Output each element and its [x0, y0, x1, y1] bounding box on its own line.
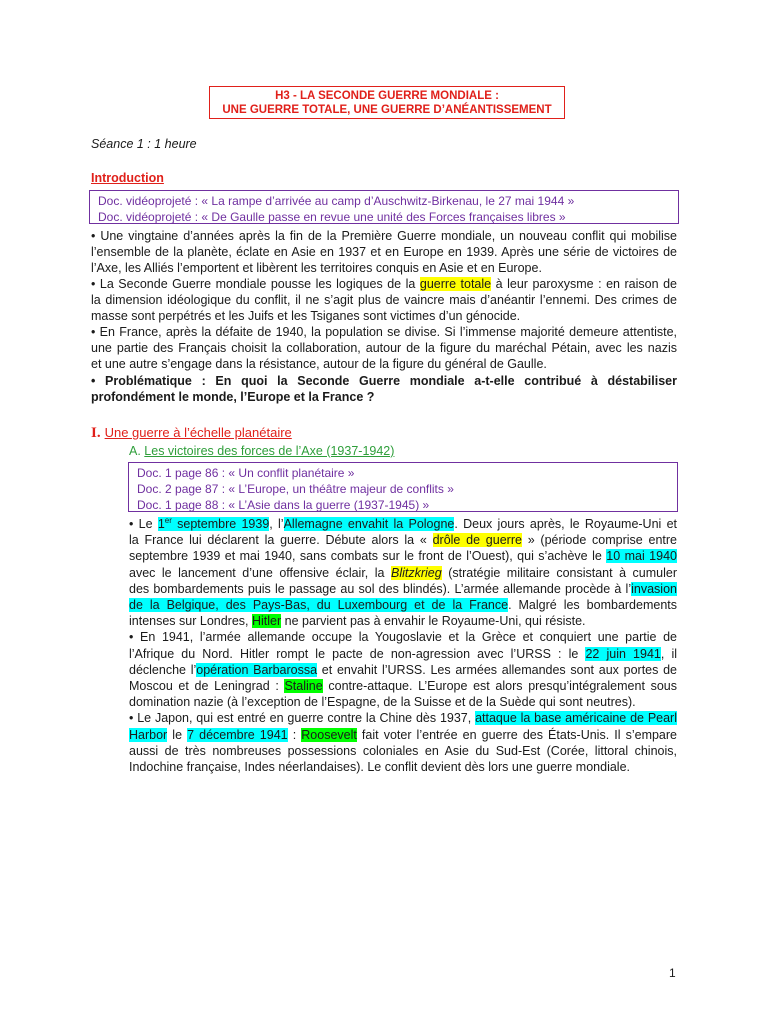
chapter-title-line-2: UNE GUERRE TOTALE, UNE GUERRE D’ANÉANTISSEMENT — [222, 104, 552, 116]
section-a-doc-1: Doc. 1 page 86 : « Un conflit planétaire » — [137, 466, 355, 480]
highlight-harbor: Harbor — [129, 727, 168, 742]
highlight-invasion: invasion — [631, 581, 677, 596]
problematique: • Problématique : En quoi la Seconde Guerre mondiale a-t-elle contribué à déstabiliser profondément le monde, l’Europe et la France ? — [91, 374, 677, 405]
introduction-heading: Introduction — [91, 171, 164, 185]
section-1-numeral: I. — [91, 425, 101, 441]
highlight-hitler: Hitler — [252, 614, 282, 629]
section-a-heading — [129, 444, 394, 458]
chapter-title-line-1: H3 - LA SECONDE GUERRE MONDIALE : — [275, 90, 499, 102]
intro-doc-1: Doc. vidéoprojeté : « La rampe d’arrivée au camp d’Auschwitz-Birkenau, le 27 mai 1944 » — [98, 194, 575, 208]
intro-paragraph-2: • La Seconde Guerre mondiale pousse les logiques de la guerre totale à leur paroxysme : en raison de la dimension idéologique du conflit, il ne s’agit plus de vaincre mais d’anéantir l’ennemi. Des crimes de masse sont perpétrés et les Juifs et les Tsiganes sont victimes d’un génocide. — [91, 277, 677, 324]
highlight-blitzkrieg: Blitzkrieg — [390, 565, 442, 580]
highlight-roosevelt: Roosevelt — [301, 727, 357, 742]
highlight-staline: Staline — [284, 679, 323, 694]
section-a-doc-3: Doc. 1 page 88 : « L’Asie dans la guerre (1937-1945) » — [137, 498, 430, 512]
highlight-date-1-sept-1939: 1er septembre 1939 — [157, 515, 270, 531]
section-a-letter: A. — [129, 444, 141, 458]
highlight-operation-barbarossa: opération Barbarossa — [196, 662, 318, 677]
highlight-invasion-pologne: Allemagne envahit la Pologne — [283, 517, 455, 531]
intro-doc-2: Doc. vidéoprojeté : « De Gaulle passe en revue une unité des Forces françaises libres » — [98, 210, 566, 224]
highlight-drole-de-guerre: drôle de guerre — [432, 533, 522, 548]
highlight-pearl-harbor-attack: attaque la base américaine de Pearl — [475, 711, 677, 726]
highlight-invaded-countries: de la Belgique, des Pays-Bas, du Luxembourg et de la France — [129, 598, 509, 613]
intro-paragraph-1: • Une vingtaine d’années après la fin de la Première Guerre mondiale, un nouveau conflit qui mobilise l’ensemble de la planète, éclate en Asie en 1937 et en Europe en 1939. Après une série de victoires de l’Axe, les Alliés l’emportent et libèrent les territoires conquis en Asie et en Europe. — [91, 229, 677, 276]
section-a-text: • Le 1er septembre 1939, l’Allemagne envahit la Pologne. Deux jours après, le Royaume-Uni et la France lui déclarent la guerre. Débute alors la « drôle de guerre » (période comprise entre septembre 1939 et mai 1940, sans combats sur le front de l’Ouest), qui s’achève le 10 mai 1940 avec le lancement d’une offensive éclair, la Blitzkrieg (stratégie militaire consistant à cumuler des bombardements puis le passage au sol des blindés). L’armée allemande procède à l’invasion de la Belgique, des Pays-Bas, du Luxembourg et de la France. Malgré les bombardements intenses sur Londres, Hitler ne parvient pas à envahir le Royaume-Uni, qui résiste. • En 1941, l’armée allemande occupe la Yougoslavie et la Grèce et conquiert une partie de l’Afrique du Nord. Hitler rompt le pacte de non-agression avec l’URSS : le 22 juin 1941, il déclenche l’opération Barbarossa et envahit l’URSS. Les armées allemandes sont aux portes de Moscou et de Leningrad : Staline contre-attaque. L’Europe est alors presqu’intégralement sous domination nazie (à l’exception de l’Espagne, de la Suisse et de la Suède qui sont neutres). • Le Japon, qui est entré en guerre contre la Chine dès 1937, attaque la base américaine de Pearl Harbor le 7 décembre 1941 : Roosevelt fait voter l’entrée en guerre des États-Unis. Il s’empare aussi de très nombreuses possessions coloniales en Asie du Sud-Est (Corée, littoral chinois, Indochine française, Indes néerlandaises). Le conflit devient dès lors une guerre mondiale. — [129, 515, 678, 775]
section-a-documents-box — [128, 462, 678, 512]
highlight-date-10-mai-1940: 10 mai 1940 — [606, 549, 677, 564]
section-a-doc-2: Doc. 2 page 87 : « L’Europe, un théâtre majeur de conflits » — [137, 482, 454, 496]
section-a-title: Les victoires des forces de l’Axe (1937-1942) — [144, 444, 395, 458]
intro-documents-box — [89, 190, 679, 224]
highlight-guerre-totale: guerre totale — [419, 277, 492, 291]
section-1-title: Une guerre à l’échelle planétaire — [104, 425, 292, 440]
intro-paragraph-3: • En France, après la défaite de 1940, la population se divise. Si l’immense majorité demeure attentiste, une partie des Français choisit la collaboration, autour de la figure du maréchal Pétain, avec les nazis et une autre s’engage dans la résistance, autour de la figure du général de Gaulle. — [91, 325, 677, 372]
chapter-title-box — [209, 86, 565, 119]
session-duration: Séance 1 : 1 heure — [91, 137, 197, 151]
highlight-date-22-juin-1941: 22 juin 1941 — [585, 646, 661, 661]
section-1-heading — [91, 425, 292, 442]
page-number: 1 — [669, 966, 676, 980]
highlight-date-7-dec-1941: 7 décembre 1941 — [187, 727, 288, 742]
